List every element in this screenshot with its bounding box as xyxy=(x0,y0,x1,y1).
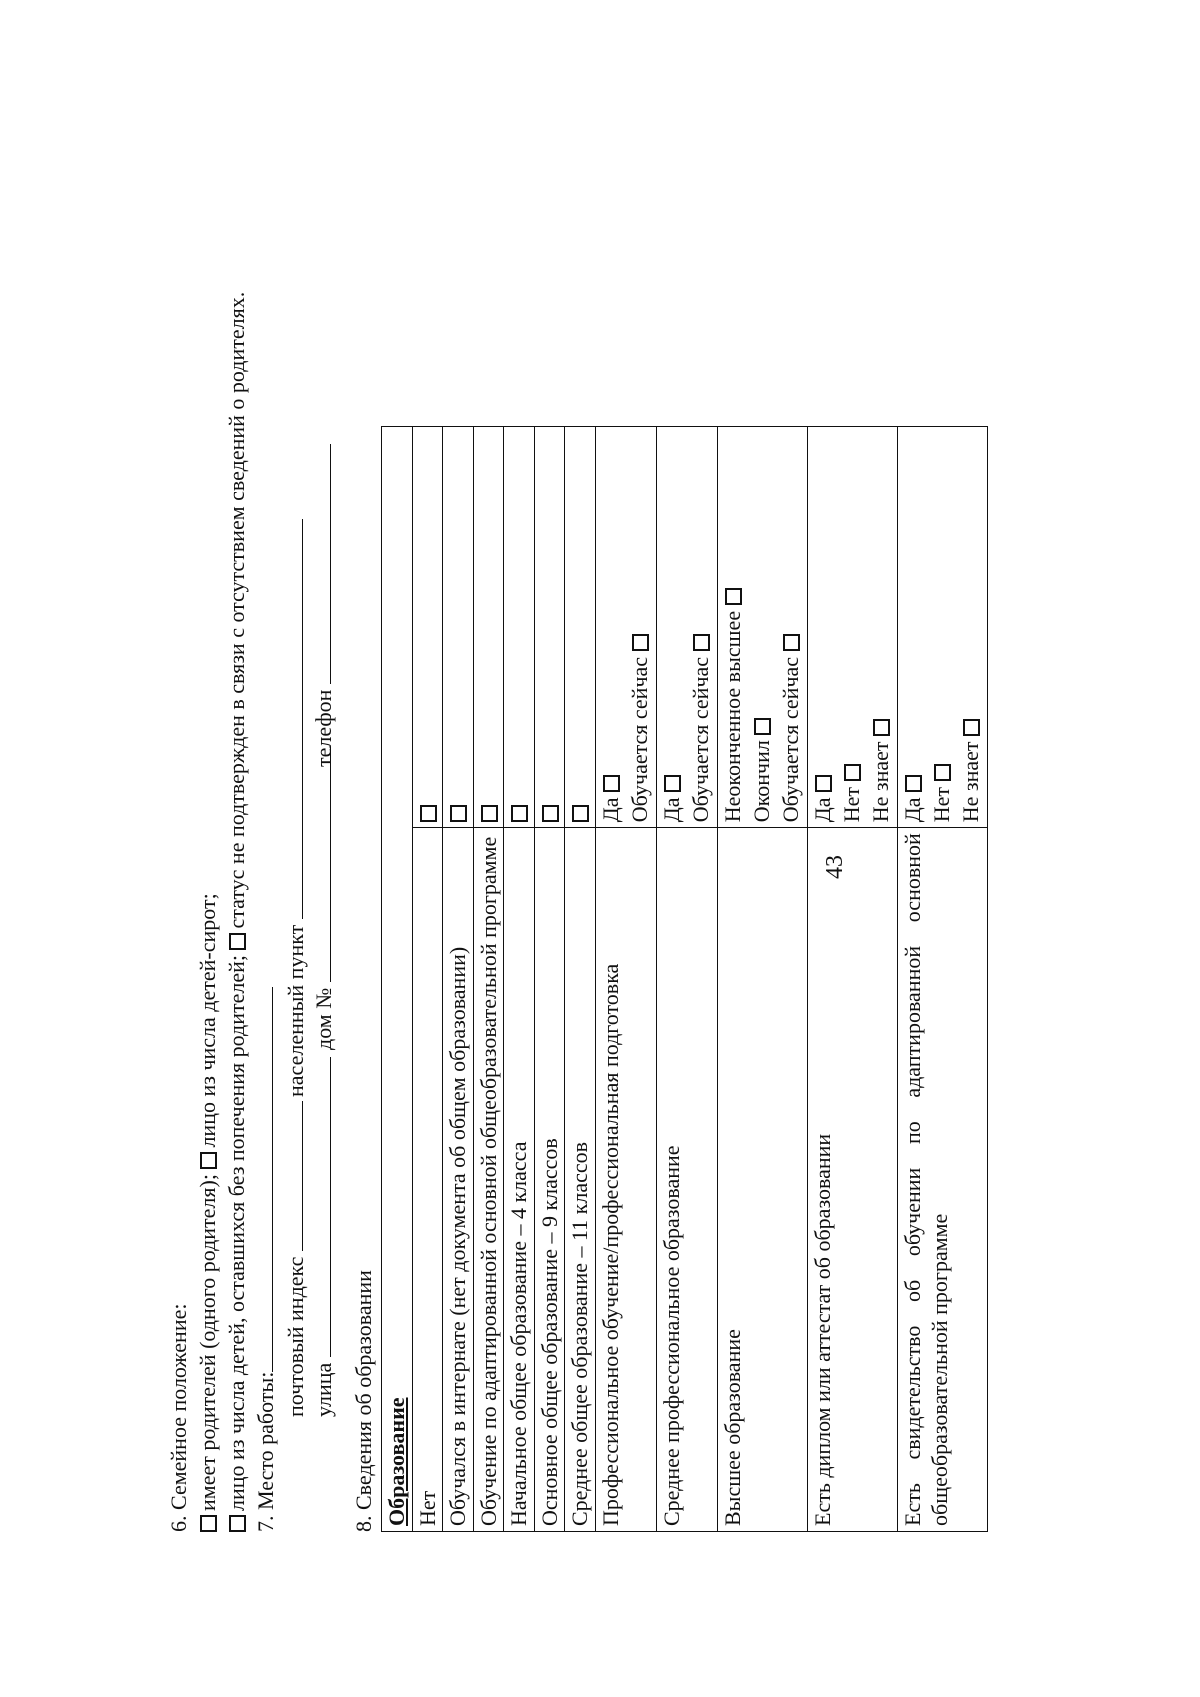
family-status-line-2 xyxy=(223,292,252,1532)
option-label: Не знает xyxy=(867,741,893,823)
option xyxy=(658,432,687,822)
table-row xyxy=(807,427,897,1532)
row-label: Среднее общее образование – 11 классов xyxy=(565,828,596,1532)
option-label: Нет xyxy=(838,786,864,823)
checkbox[interactable] xyxy=(725,588,742,605)
checkbox[interactable] xyxy=(934,764,951,781)
option xyxy=(687,432,716,822)
row-label: Обучался в интернате (нет документа об общем образовании) xyxy=(443,828,474,1532)
checkbox[interactable] xyxy=(664,775,681,792)
option-label: лицо из числа детей-сирот; xyxy=(195,893,220,1148)
table-row xyxy=(473,427,504,1532)
table-header-row xyxy=(382,427,413,1532)
option xyxy=(748,432,777,822)
row-label: Нет xyxy=(412,828,443,1532)
option xyxy=(719,432,748,822)
option-label: Да xyxy=(658,797,684,823)
house-label: дом № xyxy=(311,987,336,1050)
option-label: Да xyxy=(597,797,623,823)
education-section-title: 8. Сведения об образовании xyxy=(351,1270,376,1532)
option xyxy=(626,432,655,822)
checkbox[interactable] xyxy=(815,775,832,792)
row-options xyxy=(565,427,596,828)
header-label: Образование xyxy=(384,1397,409,1526)
table-row xyxy=(534,427,565,1532)
row-label: Высшее образование xyxy=(717,828,807,1532)
option-label: Окончил xyxy=(748,740,774,823)
phone-wrap xyxy=(310,444,339,767)
option xyxy=(899,432,928,822)
address-line-2 xyxy=(310,1057,339,1417)
row-options xyxy=(504,427,535,828)
checkbox[interactable] xyxy=(511,805,528,822)
row-label: Есть диплом или аттестат об образовании xyxy=(807,828,897,1532)
settlement-label: населенный пункт xyxy=(283,924,308,1097)
settlement-field[interactable] xyxy=(282,519,303,919)
row-options xyxy=(412,427,443,828)
option-label: Да xyxy=(809,797,835,823)
row-label: Основное общее образование – 9 классов xyxy=(534,828,565,1532)
checkbox[interactable] xyxy=(632,634,649,651)
checkbox[interactable] xyxy=(200,1152,217,1169)
checkbox[interactable] xyxy=(693,634,710,651)
checkbox[interactable] xyxy=(572,805,589,822)
option-label: Обучается сейчас xyxy=(626,656,652,823)
checkbox[interactable] xyxy=(844,764,861,781)
row-label: Среднее профессиональное образование xyxy=(656,828,717,1532)
option-label: Не знает xyxy=(957,741,983,823)
option xyxy=(838,432,867,822)
address-line-1 xyxy=(282,1101,311,1417)
option-label: статус не подтвержден в связи с отсутствием сведений о родителях. xyxy=(224,291,249,929)
row-options xyxy=(897,427,987,828)
checkbox[interactable] xyxy=(873,719,890,736)
workplace-title: 7. Место работы: xyxy=(253,1371,278,1532)
option xyxy=(597,432,626,822)
checkbox[interactable] xyxy=(542,805,559,822)
workplace-line xyxy=(252,292,281,1532)
settlement-wrap xyxy=(282,519,311,1097)
row-options xyxy=(807,427,897,828)
option xyxy=(777,432,806,822)
row-options xyxy=(473,427,504,828)
checkbox[interactable] xyxy=(905,775,922,792)
option xyxy=(809,432,838,822)
option xyxy=(957,432,986,822)
option xyxy=(928,432,957,822)
option-label: Обучается сейчас xyxy=(777,656,803,823)
table-row xyxy=(717,427,807,1532)
checkbox[interactable] xyxy=(420,805,437,822)
street-label: улица xyxy=(311,1362,336,1417)
table-row xyxy=(565,427,596,1532)
family-status-line-1 xyxy=(194,292,223,1532)
checkbox[interactable] xyxy=(450,805,467,822)
option xyxy=(867,432,896,822)
house-wrap xyxy=(310,747,339,1050)
row-options xyxy=(717,427,807,828)
postal-index-label: почтовый индекс xyxy=(283,1256,308,1417)
house-field[interactable] xyxy=(310,747,331,982)
family-status-title: 6. Семейное положение: xyxy=(166,1303,191,1532)
phone-label: телефон xyxy=(311,689,336,767)
option-label: Нет xyxy=(928,786,954,823)
street-field[interactable] xyxy=(310,1057,331,1357)
family-status-section xyxy=(165,292,281,1532)
checkbox[interactable] xyxy=(603,775,620,792)
workplace-field[interactable] xyxy=(252,987,273,1372)
page-number: 43 xyxy=(822,855,848,879)
option-label: имеет родителей (одного родителя); xyxy=(195,1174,220,1511)
table-row xyxy=(656,427,717,1532)
row-label: Профессиональное обучение/профессиональная подготовка xyxy=(595,828,656,1532)
checkbox[interactable] xyxy=(754,718,771,735)
table-row xyxy=(443,427,474,1532)
row-options xyxy=(443,427,474,828)
option-label: лицо из числа детей, оставшихся без попечения родителей; xyxy=(224,955,249,1511)
checkbox[interactable] xyxy=(481,805,498,822)
row-label: Есть свидетельство об обучении по адаптированной основной общеобразовательной программе xyxy=(897,828,987,1532)
postal-index-field[interactable] xyxy=(282,1101,303,1251)
table-row xyxy=(504,427,535,1532)
phone-field[interactable] xyxy=(310,444,331,684)
option-label: Да xyxy=(899,797,925,823)
table-row xyxy=(897,427,987,1532)
option-label: Неоконченное высшее xyxy=(719,610,745,823)
checkbox[interactable] xyxy=(783,634,800,651)
checkbox[interactable] xyxy=(229,933,246,950)
row-label: Обучение по адаптированной основной общеобразовательной программе xyxy=(473,828,504,1532)
education-table xyxy=(381,426,988,1532)
row-options xyxy=(656,427,717,828)
row-options xyxy=(595,427,656,828)
checkbox[interactable] xyxy=(963,719,980,736)
checkbox[interactable] xyxy=(229,1515,246,1532)
table-row xyxy=(412,427,443,1532)
row-options xyxy=(534,427,565,828)
row-label: Начальное общее образование – 4 класса xyxy=(504,828,535,1532)
table-row xyxy=(595,427,656,1532)
checkbox[interactable] xyxy=(200,1515,217,1532)
table-header xyxy=(382,427,413,1532)
option-label: Обучается сейчас xyxy=(687,656,713,823)
